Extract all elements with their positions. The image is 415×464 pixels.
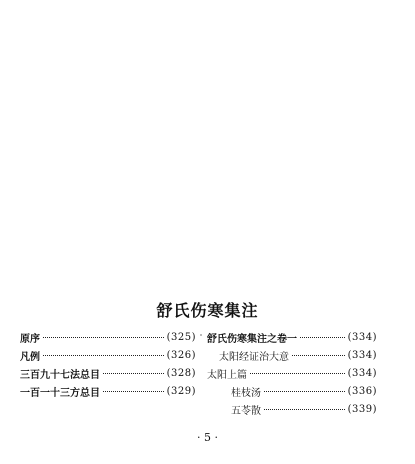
leader-dots	[264, 409, 345, 410]
leader-dots	[250, 373, 345, 374]
toc-entry-label: 桂枝汤	[231, 387, 261, 399]
toc-entry-page: (325)	[166, 331, 196, 343]
leader-dots	[264, 391, 345, 392]
toc-entry	[207, 364, 377, 382]
leader-dots	[300, 337, 345, 338]
toc-entry-page: (336)	[347, 385, 377, 397]
toc-right-column	[207, 328, 377, 418]
leader-dots	[103, 391, 164, 392]
toc-entry-label: 凡例	[20, 351, 40, 363]
toc-entry	[20, 328, 196, 346]
toc-left-column	[20, 328, 196, 400]
toc-entry-label: 三百九十七法总目	[20, 369, 100, 381]
leader-dots	[103, 373, 164, 374]
toc-entry-label: 舒氏伤寒集注之卷一	[207, 333, 297, 345]
toc-entry	[207, 346, 377, 364]
toc-entry-page: (334)	[347, 331, 377, 343]
column-separator-mark	[200, 334, 202, 336]
toc-entry	[207, 382, 377, 400]
toc-entry-page: (328)	[166, 367, 196, 379]
leader-dots	[43, 355, 164, 356]
toc-entry-page: (329)	[166, 385, 196, 397]
toc-entry-page: (339)	[347, 403, 377, 415]
page-number: · 5 ·	[197, 431, 218, 444]
toc-entry-label: 太阳上篇	[207, 369, 247, 381]
toc-entry-page: (326)	[166, 349, 196, 361]
toc-entry-label: 太阳经证治大意	[219, 351, 289, 363]
toc-entry	[207, 328, 377, 346]
toc-entry-page: (334)	[347, 349, 377, 361]
toc-entry	[20, 364, 196, 382]
toc-entry-label: 五苓散	[231, 405, 261, 417]
leader-dots	[43, 337, 164, 338]
toc-entry	[207, 400, 377, 418]
page-title: 舒氏伤寒集注	[156, 301, 259, 320]
toc-entry	[20, 346, 196, 364]
toc-entry-label: 一百一十三方总目	[20, 387, 100, 399]
toc-entry-page: (334)	[347, 367, 377, 379]
toc-entry	[20, 382, 196, 400]
toc-entry-label: 原序	[20, 333, 40, 345]
leader-dots	[292, 355, 345, 356]
